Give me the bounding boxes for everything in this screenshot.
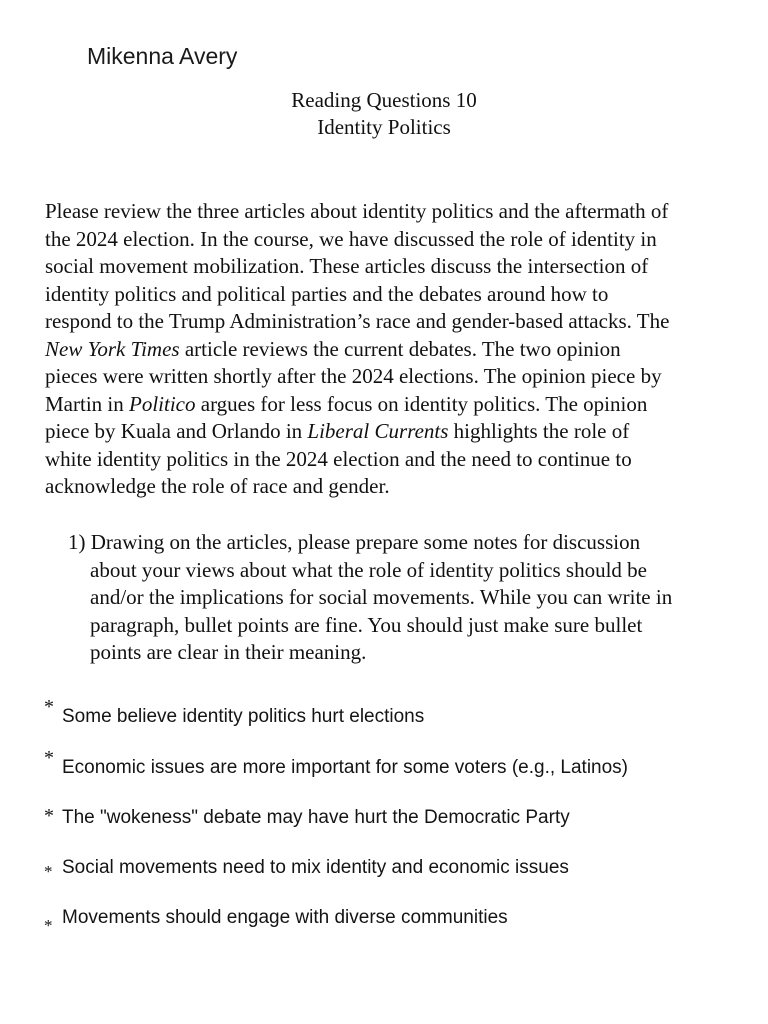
note-text: The "wokeness" debate may have hurt the Democratic Party bbox=[62, 807, 570, 828]
paragraph-text: highlights the role of bbox=[448, 419, 630, 443]
bullet-marker: * bbox=[44, 747, 54, 769]
paragraph-line: Please review the three articles about identity politics and the aftermath of bbox=[45, 199, 669, 223]
paragraph-text: argues for less focus on identity politics. The opinion bbox=[195, 391, 648, 416]
question-line: and/or the implications for social movements. While you can write in bbox=[90, 585, 673, 609]
question-1 bbox=[68, 529, 748, 667]
question-line: paragraph, bullet points are fine. You should just make sure bullet bbox=[90, 612, 643, 637]
bullet-marker: * bbox=[44, 805, 54, 827]
assignment-subtitle: Identity Politics bbox=[317, 115, 451, 139]
assignment-title: Reading Questions 10 bbox=[291, 88, 477, 112]
bullet-marker: * bbox=[44, 916, 53, 935]
paragraph-line: acknowledge the role of race and gender. bbox=[45, 474, 390, 498]
publication-name: Politico bbox=[129, 391, 196, 416]
question-line: 1) Drawing on the articles, please prepare some notes for discussion bbox=[68, 530, 641, 554]
paragraph-line: identity politics and political parties and the debates around how to bbox=[45, 281, 609, 306]
paragraph-line: white identity politics in the 2024 election and the need to continue to bbox=[45, 446, 632, 471]
paragraph-text: Martin in bbox=[45, 391, 129, 416]
publication-name: Liberal Currents bbox=[307, 419, 449, 443]
paragraph-line bbox=[45, 336, 735, 364]
publication-name: New York Times bbox=[45, 336, 180, 361]
paragraph-line: respond to the Trump Administration’s race and gender-based attacks. The bbox=[45, 309, 670, 333]
student-name: Mikenna Avery bbox=[87, 43, 238, 69]
assignment-header bbox=[0, 87, 768, 141]
paragraph-line bbox=[45, 391, 735, 419]
paragraph-line: the 2024 election. In the course, we have discussed the role of identity in bbox=[45, 226, 657, 251]
note-text: Economic issues are more important for some voters (e.g., Latinos) bbox=[62, 757, 629, 778]
note-text: Movements should engage with diverse communities bbox=[62, 907, 508, 928]
paragraph-line: social movement mobilization. These articles discuss the intersection of bbox=[45, 254, 649, 278]
paragraph-line bbox=[45, 418, 735, 446]
instructions-paragraph bbox=[45, 198, 735, 501]
note-text: Some believe identity politics hurt elections bbox=[62, 706, 425, 727]
paragraph-text: article reviews the current debates. The two opinion bbox=[179, 336, 621, 361]
paragraph-text: piece by Kuala and Orlando in bbox=[45, 419, 308, 443]
question-line: about your views about what the role of identity politics should be bbox=[90, 557, 647, 582]
note-text: Social movements need to mix identity and economic issues bbox=[62, 857, 569, 878]
question-line: points are clear in their meaning. bbox=[90, 640, 367, 664]
bullet-marker: * bbox=[44, 696, 54, 718]
bullet-marker: * bbox=[44, 862, 53, 881]
paragraph-line: pieces were written shortly after the 2024 elections. The opinion piece by bbox=[45, 364, 662, 388]
